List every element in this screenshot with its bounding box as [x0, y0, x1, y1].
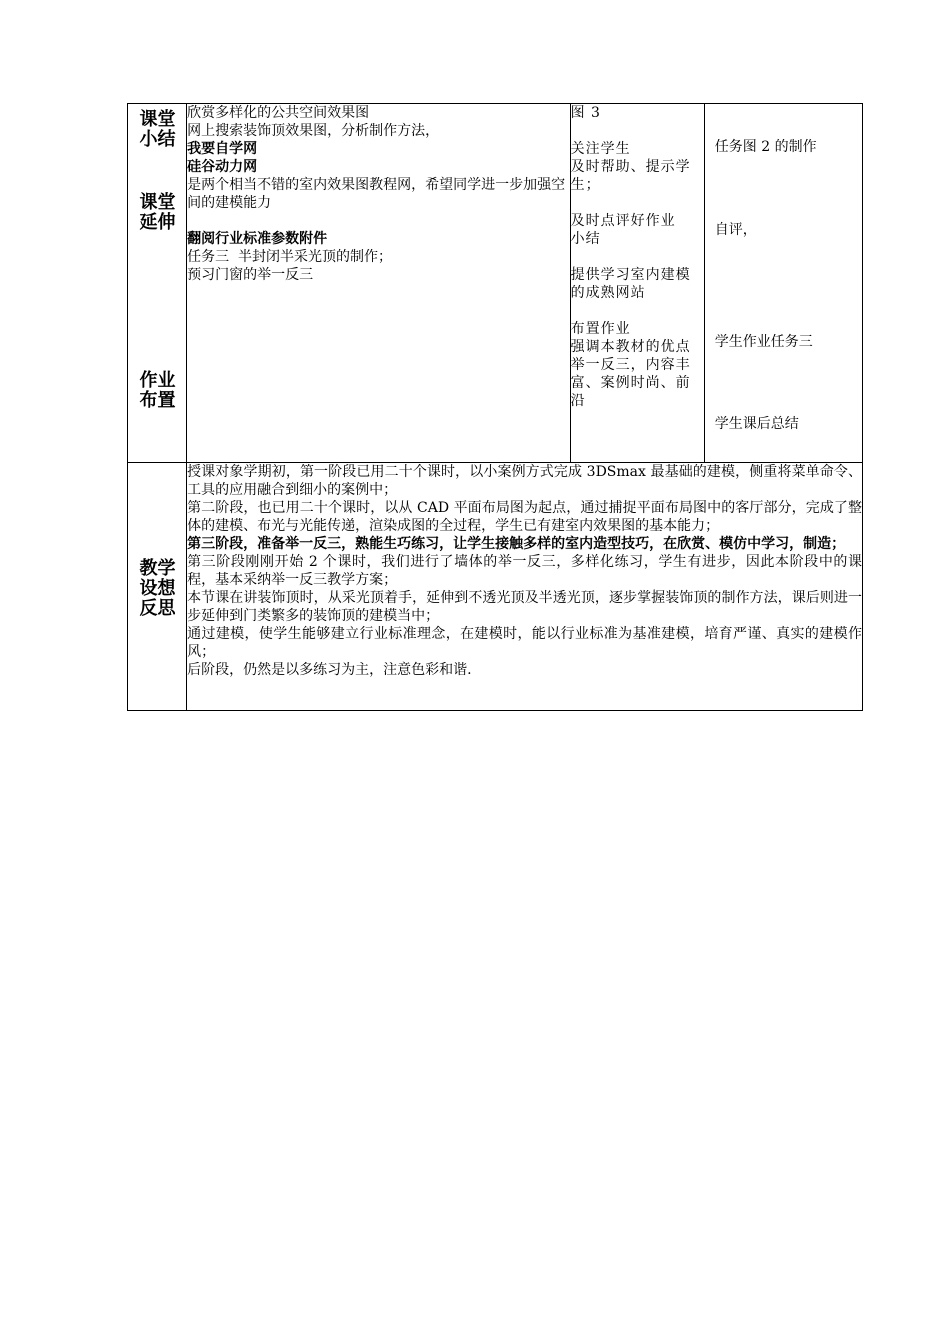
website-name: 我要自学网	[187, 141, 258, 157]
reflection-content-cell	[187, 463, 863, 711]
teacher-activity: 及时点评好作业 小结	[570, 213, 676, 247]
spacer	[571, 248, 704, 266]
content-line: 欣赏多样化的公共空间效果图	[187, 105, 370, 121]
label-teaching-reflection: 教学 设想 反思	[139, 558, 176, 619]
label-class-extension: 课堂 延伸	[139, 192, 176, 233]
reflection-paragraph: 通过建模，使学生能够建立行业标准理念，在建模时，能以行业标准为基准建模，培育严谨、真实的建模作风；	[187, 626, 862, 660]
reflection-paragraph: 第三阶段刚刚开始 2 个课时，我们进行了墙体的举一反三，多样化练习，学生有进步，因此本阶段中的课程，基本采纳举一反三教学方案；	[187, 554, 862, 588]
teacher-activity: 布置作业 强调本教材的优点举一反三，内容丰富、案例时尚、前沿	[570, 321, 691, 409]
reflection-label-cell	[128, 463, 187, 711]
student-activity: 自评，	[714, 222, 757, 238]
content-line: 网上搜索装饰顶效果图，分析制作方法，	[187, 123, 440, 139]
student-activity: 学生课后总结	[714, 416, 799, 432]
reflection-paragraph: 本节课在讲装饰顶时，从采光顶着手，延伸到不透光顶及半透光顶，逐步掌握装饰顶的制作方法，课后则进一步延伸到门类繁多的装饰顶的建模当中；	[187, 590, 862, 624]
reflection-paragraph: 第二阶段，也已用二十个课时，以从 CAD 平面布局图为起点，通过捕捉平面布局图中的客厅部分，完成了整体的建模、布光与光能传递，渲染成图的全过程，学生已有建室内效果图的基本能力；	[187, 500, 862, 534]
content-line: 任务三 半封闭半采光顶的制作；	[187, 249, 392, 265]
website-name: 硅谷动力网	[187, 159, 258, 175]
teacher-activity: 提供学习室内建模的成熟网站	[570, 267, 691, 301]
label-class-summary: 课堂 小结	[139, 109, 176, 150]
label-homework: 作业 布置	[139, 370, 176, 411]
reflection-paragraph: 授课对象学期初，第一阶段已用二十个课时，以小案例方式完成 3DSmax 最基础的建模，侧重将菜单命令、工具的应用融合到细小的案例中；	[187, 464, 862, 498]
content-line: 预习门窗的举一反三	[187, 267, 314, 283]
reflection-paragraph-bold: 第三阶段，准备举一反三，熟能生巧练习，让学生接触多样的室内造型技巧，在欣赏、模仿中学习，制造；	[187, 536, 846, 552]
teacher-activity: 关注学生 及时帮助、提示学生；	[570, 141, 691, 193]
spacer	[571, 122, 704, 140]
spacer	[571, 302, 704, 320]
content-blank-line	[187, 212, 570, 230]
reflection-paragraph: 后阶段，仍然是以多练习为主，注意色彩和谐.	[187, 662, 472, 678]
student-activity: 任务图 2 的制作	[714, 139, 817, 155]
student-activity-cell	[704, 104, 862, 463]
teacher-activity: 图 3	[570, 105, 601, 121]
section-labels-cell	[128, 104, 187, 463]
lesson-plan-table	[127, 103, 863, 711]
teacher-activity-cell	[570, 104, 704, 463]
content-line: 是两个相当不错的室内效果图教程网，希望同学进一步加强空间的建模能力	[187, 177, 566, 211]
table-row-summary	[128, 104, 863, 463]
summary-content-cell	[187, 104, 571, 463]
spacer	[571, 194, 704, 212]
table-row-reflection	[128, 463, 863, 711]
student-activity: 学生作业任务三	[714, 334, 813, 350]
content-line-bold: 翻阅行业标准参数附件	[187, 231, 328, 247]
